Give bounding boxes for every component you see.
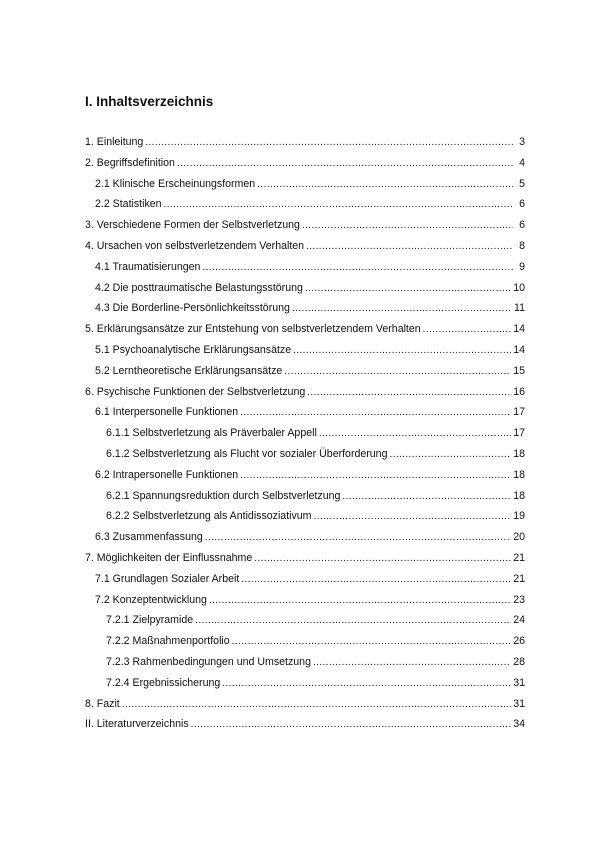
toc-leader-dots	[222, 678, 511, 689]
toc-entry-label: 6.1.2 Selbstverletzung als Flucht vor sozialer Überforderung	[106, 447, 388, 460]
toc-entry-label: 5. Erklärungsansätze zur Entstehung von selbstverletzendem Verhalten	[85, 323, 421, 336]
toc-entry-label: 6. Psychische Funktionen der Selbstverletzung	[85, 385, 306, 398]
toc-leader-dots	[232, 636, 512, 647]
toc-entry-label: 4.2 Die posttraumatische Belastungsstörung	[95, 281, 303, 294]
toc-entry[interactable]	[85, 656, 525, 677]
toc-entry-label: 5.2 Lerntheoretische Erklärungsansätze	[95, 364, 283, 377]
toc-entry-label: II. Literaturverzeichnis	[85, 718, 189, 731]
toc-entry[interactable]	[85, 386, 525, 407]
toc-entry[interactable]	[85, 219, 525, 240]
toc-entry[interactable]	[85, 552, 525, 573]
toc-entry[interactable]	[85, 614, 525, 635]
toc-entry[interactable]	[85, 240, 525, 261]
toc-entry-label: 2.1 Klinische Erscheinungsformen	[95, 177, 256, 190]
toc-leader-dots	[254, 553, 511, 564]
toc-entry-label: 2.2 Statistiken	[95, 198, 162, 211]
toc-entry-page-number: 8	[519, 239, 525, 252]
toc-entry[interactable]	[85, 490, 525, 511]
toc-entry[interactable]	[85, 198, 525, 219]
toc-leader-dots	[423, 324, 512, 335]
toc-entry[interactable]	[85, 635, 525, 656]
toc-entry[interactable]	[85, 282, 525, 303]
toc-entry-page-number: 14	[513, 323, 525, 336]
toc-entry-label: 7.2 Konzeptentwicklung	[95, 593, 207, 606]
toc-entry-page-number: 5	[519, 177, 525, 190]
toc-entry-page-number: 6	[519, 198, 525, 211]
toc-leader-dots	[389, 449, 511, 460]
toc-leader-dots	[240, 407, 511, 418]
toc-heading: I. Inhaltsverzeichnis	[85, 94, 214, 109]
toc-entry-label: 4.3 Die Borderline-Persönlichkeitsstörung	[95, 302, 290, 315]
toc-entry[interactable]	[85, 323, 525, 344]
toc-entry-label: 7.2.4 Ergebnissicherung	[106, 676, 221, 689]
toc-entry-label: 1. Einleitung	[85, 136, 144, 148]
toc-leader-dots	[284, 366, 511, 377]
toc-entry-page-number: 15	[513, 364, 525, 377]
table-of-contents	[85, 136, 525, 739]
toc-entry-label: 7.2.1 Zielpyramide	[106, 614, 194, 627]
toc-entry[interactable]	[85, 365, 525, 386]
toc-leader-dots	[302, 220, 513, 231]
toc-entry[interactable]	[85, 594, 525, 615]
toc-entry-label: 6.2 Intrapersonelle Funktionen	[95, 468, 239, 481]
toc-leader-dots	[319, 428, 511, 439]
toc-entry[interactable]	[85, 261, 525, 282]
toc-leader-dots	[314, 511, 512, 522]
toc-entry-page-number: 21	[513, 551, 525, 564]
toc-entry-page-number: 31	[513, 676, 525, 689]
toc-entry-label: 7.2.2 Maßnahmenportfolio	[106, 635, 230, 648]
toc-leader-dots	[306, 241, 513, 252]
toc-entry[interactable]	[85, 344, 525, 365]
toc-entry-page-number: 31	[513, 697, 525, 710]
toc-entry-page-number: 18	[513, 468, 525, 481]
toc-entry[interactable]	[85, 698, 525, 719]
toc-leader-dots	[307, 387, 511, 398]
toc-entry-label: 6.1.1 Selbstverletzung als Präverbaler Appell	[106, 427, 317, 440]
toc-leader-dots	[122, 699, 511, 710]
toc-leader-dots	[240, 470, 511, 481]
toc-entry-label: 6.2.2 Selbstverletzung als Antidissoziativum	[106, 510, 312, 523]
toc-entry-page-number: 17	[513, 406, 525, 419]
toc-entry-label: 7. Möglichkeiten der Einflussnahme	[85, 551, 253, 564]
toc-leader-dots	[292, 303, 512, 314]
toc-entry-page-number: 28	[513, 655, 525, 668]
toc-entry-page-number: 26	[513, 635, 525, 648]
toc-entry-label: 7.2.3 Rahmenbedingungen und Umsetzung	[106, 655, 311, 668]
toc-entry-page-number: 34	[513, 718, 525, 731]
toc-entry[interactable]	[85, 448, 525, 469]
toc-entry-page-number: 11	[514, 302, 525, 315]
toc-leader-dots	[241, 574, 511, 585]
toc-entry[interactable]	[85, 469, 525, 490]
toc-entry-page-number: 21	[513, 572, 525, 585]
toc-entry[interactable]	[85, 406, 525, 427]
toc-entry[interactable]	[85, 531, 525, 552]
toc-entry-page-number: 18	[513, 489, 525, 502]
toc-entry[interactable]	[85, 302, 525, 323]
toc-entry-page-number: 18	[513, 447, 525, 460]
toc-entry-page-number: 19	[513, 510, 525, 523]
toc-entry[interactable]	[85, 157, 525, 178]
toc-entry-page-number: 17	[513, 427, 525, 440]
toc-leader-dots	[342, 491, 511, 502]
toc-entry-page-number: 10	[513, 281, 525, 294]
toc-entry[interactable]	[85, 718, 525, 739]
toc-leader-dots	[195, 615, 511, 626]
toc-entry-page-number: 14	[513, 343, 525, 356]
toc-entry[interactable]	[85, 573, 525, 594]
toc-entry-page-number: 16	[513, 385, 525, 398]
toc-leader-dots	[293, 345, 511, 356]
toc-entry-label: 2. Begriffsdefinition	[85, 156, 175, 169]
toc-leader-dots	[164, 199, 513, 210]
toc-entry[interactable]	[85, 677, 525, 698]
toc-entry-page-number: 3	[519, 136, 525, 148]
toc-entry[interactable]	[85, 427, 525, 448]
toc-entry-page-number: 9	[519, 260, 525, 273]
toc-entry[interactable]	[85, 178, 525, 199]
toc-leader-dots	[145, 137, 513, 148]
toc-entry-label: 3. Verschiedene Formen der Selbstverletzung	[85, 219, 300, 232]
toc-entry-label: 4. Ursachen von selbstverletzendem Verhalten	[85, 239, 305, 252]
toc-entry[interactable]	[85, 136, 525, 157]
toc-entry-label: 4.1 Traumatisierungen	[95, 260, 201, 273]
toc-leader-dots	[191, 719, 512, 730]
toc-entry-label: 8. Fazit	[85, 697, 120, 710]
toc-leader-dots	[205, 532, 511, 543]
toc-leader-dots	[209, 595, 511, 606]
toc-entry-label: 6.3 Zusammenfassung	[95, 531, 203, 544]
toc-entry[interactable]	[85, 510, 525, 531]
toc-entry-page-number: 20	[513, 531, 525, 544]
toc-entry-label: 7.1 Grundlagen Sozialer Arbeit	[95, 572, 240, 585]
toc-entry-page-number: 23	[513, 593, 525, 606]
toc-leader-dots	[257, 179, 513, 190]
toc-leader-dots	[305, 283, 511, 294]
toc-entry-page-number: 4	[519, 156, 525, 169]
toc-entry-page-number: 6	[519, 219, 525, 232]
toc-entry-page-number: 24	[513, 614, 525, 627]
toc-leader-dots	[313, 657, 511, 668]
toc-entry-label: 6.2.1 Spannungsreduktion durch Selbstverletzung	[106, 489, 341, 502]
toc-entry-label: 6.1 Interpersonelle Funktionen	[95, 406, 239, 419]
toc-leader-dots	[177, 158, 513, 169]
toc-entry-label: 5.1 Psychoanalytische Erklärungsansätze	[95, 343, 292, 356]
toc-leader-dots	[202, 262, 513, 273]
